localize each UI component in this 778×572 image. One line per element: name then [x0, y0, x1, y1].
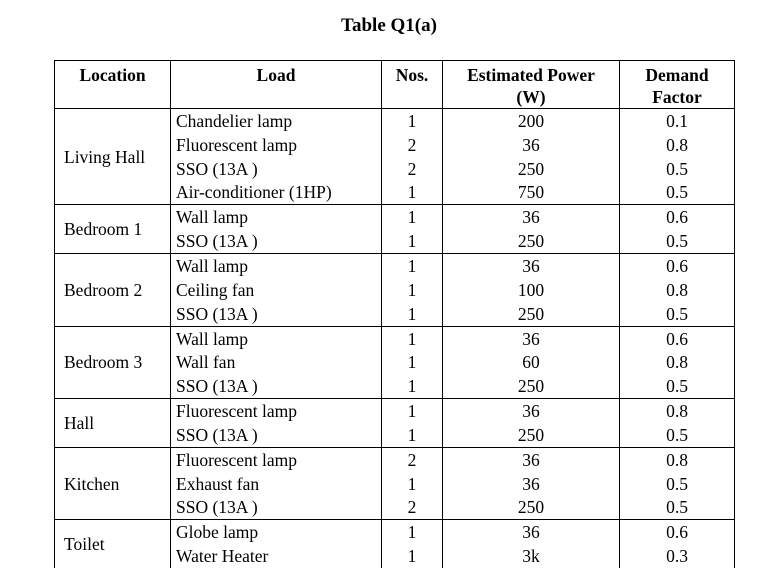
nos-cell: 1 — [382, 302, 443, 326]
header-nos: Nos. — [382, 61, 443, 109]
demand-factor-cell: 0.8 — [620, 133, 735, 157]
demand-factor-cell: 0.5 — [620, 157, 735, 181]
power-cell: 36 — [443, 205, 620, 229]
power-cell: 100 — [443, 278, 620, 302]
location-cell: Living Hall — [55, 109, 171, 205]
load-cell: Wall lamp — [171, 205, 382, 229]
demand-factor-cell: 0.6 — [620, 254, 735, 278]
load-cell: SSO (13A ) — [171, 229, 382, 253]
load-cell: SSO (13A ) — [171, 157, 382, 181]
nos-cell: 1 — [382, 544, 443, 568]
load-cell: Water Heater — [171, 544, 382, 568]
load-cell: SSO (13A ) — [171, 374, 382, 398]
header-estimated-power — [443, 61, 620, 109]
nos-cell: 1 — [382, 229, 443, 253]
nos-cell: 2 — [382, 447, 443, 471]
nos-cell: 1 — [382, 472, 443, 496]
load-cell: Exhaust fan — [171, 472, 382, 496]
table-row — [55, 447, 735, 471]
nos-cell: 1 — [382, 350, 443, 374]
load-cell: Fluorescent lamp — [171, 447, 382, 471]
load-cell: Globe lamp — [171, 520, 382, 544]
demand-factor-cell: 0.5 — [620, 229, 735, 253]
nos-cell: 1 — [382, 109, 443, 133]
table-row — [55, 326, 735, 350]
header-estimated-power-line2: (W) — [516, 87, 546, 107]
header-load: Load — [171, 61, 382, 109]
nos-cell: 2 — [382, 496, 443, 520]
demand-factor-cell: 0.1 — [620, 109, 735, 133]
power-cell: 36 — [443, 399, 620, 423]
header-demand-factor-line2: Factor — [652, 87, 702, 107]
demand-factor-cell: 0.5 — [620, 181, 735, 205]
power-cell: 200 — [443, 109, 620, 133]
power-cell: 60 — [443, 350, 620, 374]
load-cell: Ceiling fan — [171, 278, 382, 302]
demand-factor-cell: 0.8 — [620, 350, 735, 374]
power-cell: 36 — [443, 133, 620, 157]
demand-factor-cell: 0.5 — [620, 374, 735, 398]
load-cell: SSO (13A ) — [171, 423, 382, 447]
demand-factor-cell: 0.8 — [620, 399, 735, 423]
nos-cell: 1 — [382, 205, 443, 229]
power-cell: 750 — [443, 181, 620, 205]
demand-factor-cell: 0.5 — [620, 496, 735, 520]
header-row — [55, 61, 735, 109]
nos-cell: 1 — [382, 399, 443, 423]
nos-cell: 2 — [382, 133, 443, 157]
power-cell: 36 — [443, 326, 620, 350]
power-cell: 250 — [443, 496, 620, 520]
header-demand-factor — [620, 61, 735, 109]
demand-factor-cell: 0.5 — [620, 423, 735, 447]
nos-cell: 1 — [382, 520, 443, 544]
location-cell: Toilet — [55, 520, 171, 568]
location-cell: Bedroom 1 — [55, 205, 171, 254]
power-cell: 250 — [443, 423, 620, 447]
nos-cell: 1 — [382, 374, 443, 398]
location-cell: Bedroom 3 — [55, 326, 171, 399]
nos-cell: 1 — [382, 423, 443, 447]
table-row — [55, 205, 735, 229]
header-estimated-power-line1: Estimated Power — [467, 65, 595, 85]
demand-factor-cell: 0.5 — [620, 302, 735, 326]
load-cell: Wall fan — [171, 350, 382, 374]
table-row — [55, 520, 735, 544]
header-location: Location — [55, 61, 171, 109]
nos-cell: 1 — [382, 254, 443, 278]
header-demand-factor-line1: Demand — [645, 65, 709, 85]
load-cell: SSO (13A ) — [171, 496, 382, 520]
demand-factor-cell: 0.5 — [620, 472, 735, 496]
location-cell: Hall — [55, 399, 171, 448]
load-cell: Fluorescent lamp — [171, 399, 382, 423]
demand-factor-cell: 0.8 — [620, 447, 735, 471]
power-cell: 3k — [443, 544, 620, 568]
table-row — [55, 109, 735, 133]
power-cell: 250 — [443, 302, 620, 326]
power-cell: 250 — [443, 157, 620, 181]
nos-cell: 1 — [382, 326, 443, 350]
demand-factor-cell: 0.8 — [620, 278, 735, 302]
demand-factor-cell: 0.6 — [620, 326, 735, 350]
load-cell: Fluorescent lamp — [171, 133, 382, 157]
table-row — [55, 399, 735, 423]
power-cell: 36 — [443, 447, 620, 471]
power-cell: 250 — [443, 229, 620, 253]
power-cell: 36 — [443, 254, 620, 278]
location-cell: Kitchen — [55, 447, 171, 520]
load-cell: Wall lamp — [171, 326, 382, 350]
demand-factor-cell: 0.6 — [620, 520, 735, 544]
load-table — [54, 60, 735, 568]
table-row — [55, 254, 735, 278]
nos-cell: 1 — [382, 278, 443, 302]
load-cell: Wall lamp — [171, 254, 382, 278]
location-cell: Bedroom 2 — [55, 254, 171, 327]
power-cell: 36 — [443, 520, 620, 544]
power-cell: 36 — [443, 472, 620, 496]
nos-cell: 2 — [382, 157, 443, 181]
load-cell: Air-conditioner (1HP) — [171, 181, 382, 205]
demand-factor-cell: 0.3 — [620, 544, 735, 568]
nos-cell: 1 — [382, 181, 443, 205]
load-cell: SSO (13A ) — [171, 302, 382, 326]
demand-factor-cell: 0.6 — [620, 205, 735, 229]
load-cell: Chandelier lamp — [171, 109, 382, 133]
table-title: Table Q1(a) — [341, 15, 437, 36]
table-body — [55, 109, 735, 569]
power-cell: 250 — [443, 374, 620, 398]
